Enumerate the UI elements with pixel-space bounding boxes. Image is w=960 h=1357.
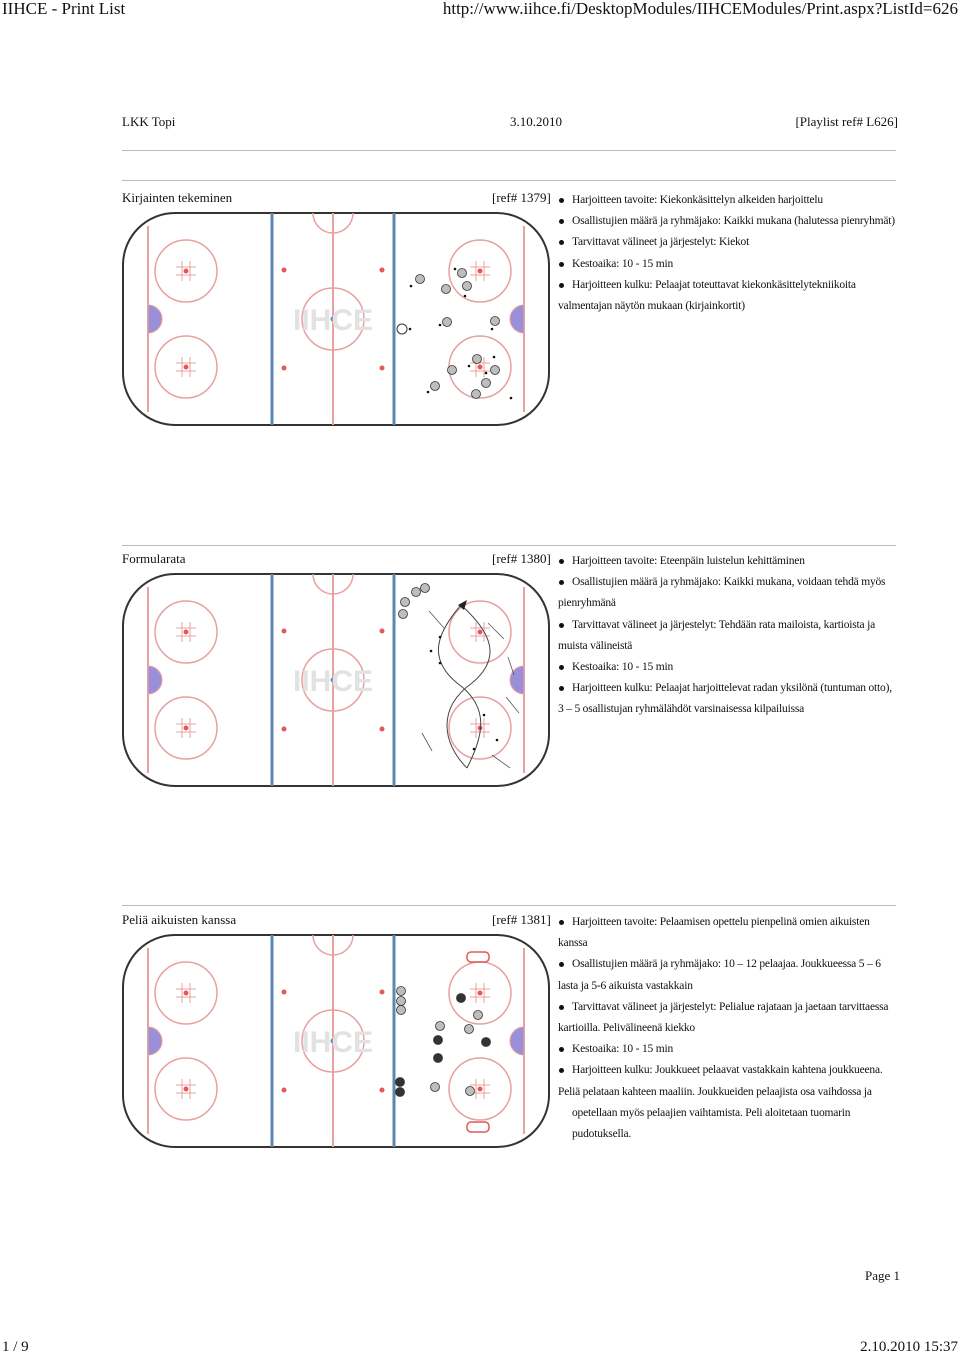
puck-marker [496,739,499,742]
puck-marker [485,372,488,375]
player-marker [457,994,466,1003]
faceoff-dot [184,991,189,996]
player-marker [448,366,457,375]
puck-marker [427,391,430,394]
player-marker [412,588,421,597]
faceoff-dot [184,365,189,370]
puck-marker [410,285,413,288]
info-item: Harjoitteen tavoite: Pelaamisen opettelu pienpelinä omien aikuisten kanssa [558,912,898,954]
player-marker [397,1006,406,1015]
player-marker [431,382,440,391]
drill-info-list [558,551,898,721]
drill-ref: [ref# 1380] [492,551,551,566]
divider [122,545,896,546]
puck-marker [454,268,457,271]
player-marker [482,379,491,388]
neutral-faceoff-dot [380,727,385,732]
drill-info-list [558,190,898,317]
page-label: Page 1 [865,1268,901,1283]
neutral-faceoff-dot [380,1088,385,1093]
faceoff-dot [184,726,189,731]
team-name: LKK Topi [122,114,176,129]
player-marker [474,1011,483,1020]
divider [122,150,896,151]
rink-watermark-logo: IIHCE [292,304,374,337]
player-marker [397,987,406,996]
player-marker [491,366,500,375]
player-marker [401,598,410,607]
puck-marker [473,748,476,751]
player-marker [434,1054,443,1063]
divider [122,905,896,906]
info-item: Tarvittavat välineet ja järjestelyt: Kiekot [558,232,898,253]
faceoff-dot [478,1087,483,1092]
neutral-faceoff-dot [282,1088,287,1093]
info-item: Osallistujien määrä ja ryhmäjako: Kaikki mukana, voidaan tehdä myös pienryhmänä [558,572,898,614]
info-item: Harjoitteen tavoite: Kiekonkäsittelyn alkeiden harjoittelu [558,190,898,211]
drill-ref: [ref# 1379] [492,190,551,205]
player-marker [491,317,500,326]
player-marker [473,355,482,364]
player-marker [466,1087,475,1096]
info-item: Osallistujien määrä ja ryhmäjako: 10 – 12 pelaajaa. Joukkueessa 5 – 6 lasta ja 5-6 aikuista vastakkain [558,954,898,996]
playlist-date: 3.10.2010 [510,114,562,129]
puck-marker [439,324,442,327]
puck-marker [439,636,442,639]
drill-title: Peliä aikuisten kanssa [122,912,237,927]
neutral-faceoff-dot [282,727,287,732]
info-item: Kestoaika: 10 - 15 min [558,657,898,678]
coach-marker [397,324,407,334]
puck-marker [468,365,471,368]
rink-diagram [122,573,550,787]
player-marker [431,1083,440,1092]
info-item: Kestoaika: 10 - 15 min [558,1039,898,1060]
browser-page-title: IIHCE - Print List [2,0,126,18]
player-marker [482,1038,491,1047]
puck-marker [430,650,433,653]
player-marker [416,275,425,284]
drill-title: Kirjainten tekeminen [122,190,233,205]
neutral-faceoff-dot [380,268,385,273]
faceoff-dot [478,630,483,635]
rink-diagram [122,934,550,1148]
print-timestamp: 2.10.2010 15:37 [860,1339,958,1355]
info-item: Tarvittavat välineet ja järjestelyt: Tehdään rata mailoista, kartioista ja muista välineistä [558,615,898,657]
player-marker [396,1078,405,1087]
page-count: 1 / 9 [2,1339,29,1355]
drill-info-list [558,912,898,1145]
neutral-faceoff-dot [380,366,385,371]
player-marker [465,1025,474,1034]
player-marker [442,285,451,294]
info-item: Harjoitteen tavoite: Eteenpäin luistelun kehittäminen [558,551,898,572]
info-item: Tarvittavat välineet ja järjestelyt: Pelialue rajataan ja jaetaan tarvittaessa kartioilla. Pelivälineenä kiekko [558,997,898,1039]
neutral-faceoff-dot [282,366,287,371]
neutral-faceoff-dot [380,629,385,634]
faceoff-dot [478,269,483,274]
info-item: Kestoaika: 10 - 15 min [558,254,898,275]
neutral-faceoff-dot [282,629,287,634]
faceoff-dot [478,991,483,996]
player-marker [443,318,452,327]
page-url: http://www.iihce.fi/DesktopModules/IIHCEModules/Print.aspx?ListId=626 [442,0,958,18]
puck-marker [409,328,412,331]
player-marker [458,269,467,278]
faceoff-dot [184,269,189,274]
player-marker [397,997,406,1006]
neutral-faceoff-dot [282,268,287,273]
neutral-faceoff-dot [380,990,385,995]
player-marker [396,1088,405,1097]
info-item: Osallistujien määrä ja ryhmäjako: Kaikki mukana (halutessa pienryhmät) [558,211,898,232]
neutral-faceoff-dot [282,990,287,995]
puck-marker [510,397,513,400]
rink-watermark-logo: IIHCE [292,1026,374,1059]
player-marker [434,1036,443,1045]
rink-diagram [122,212,550,426]
puck-marker [464,295,467,298]
puck-marker [491,328,494,331]
divider [122,180,896,181]
puck-marker [483,714,486,717]
rink-watermark-logo: IIHCE [292,665,374,698]
player-marker [472,390,481,399]
faceoff-dot [478,365,483,370]
info-item: Harjoitteen kulku: Pelaajat toteuttavat kiekonkäsittelytekniikoita valmentajan näytön mukaan (kirjainkortit) [558,275,898,317]
player-marker [436,1022,445,1031]
faceoff-dot [184,630,189,635]
info-item: Harjoitteen kulku: Pelaajat harjoittelevat radan yksilönä (tuntuman otto), 3 – 5 osallistujan ryhmälähdöt varsinaisessa kilpailuissa [558,678,898,720]
puck-marker [439,662,442,665]
drill-title: Formularata [122,551,186,566]
faceoff-dot [184,1087,189,1092]
puck-marker [493,356,496,359]
player-marker [463,282,472,291]
info-item: Harjoitteen kulku: Joukkueet pelaavat vastakkain kahtena joukkueena. Peliä pelataan kahteen maaliin. Joukkueiden pelaajista osa vaihdossa ja opetellaan myös pelaajien vaihtamista. Peli aloitetaan tuomarin pudotuksella. [558,1060,898,1145]
player-marker [399,610,408,619]
playlist-ref: [Playlist ref# L626] [795,114,898,129]
drill-ref: [ref# 1381] [492,912,551,927]
player-marker [421,584,430,593]
